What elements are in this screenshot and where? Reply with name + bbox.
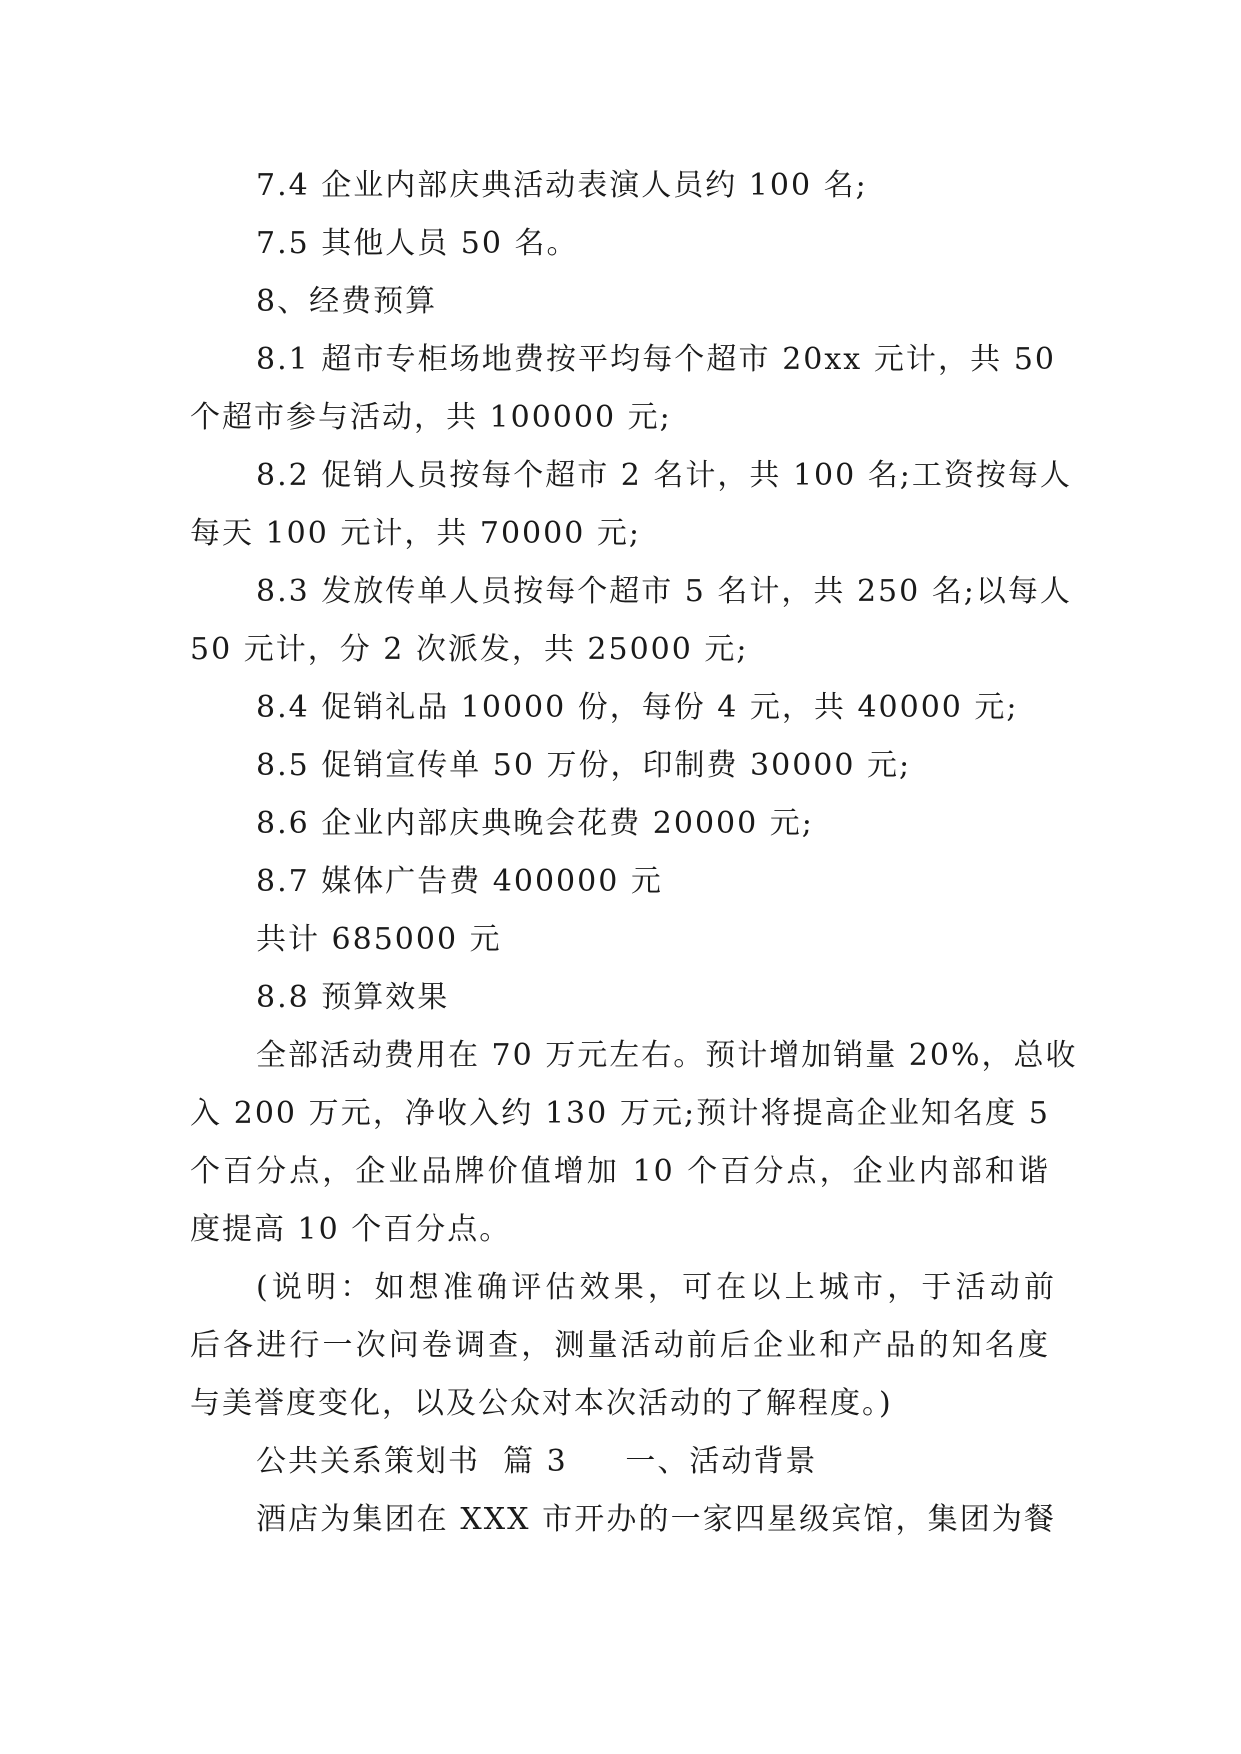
- text-line: 入 200 万元，净收入约 130 万元;预计将提高企业知名度 5: [190, 1096, 1050, 1131]
- section-heading: 8.8 预算效果: [256, 980, 450, 1015]
- text-line: 8.6 企业内部庆典晚会花费 20000 元;: [256, 806, 814, 841]
- note-line: 后各进行一次问卷调查，测量活动前后企业和产品的知名度: [190, 1328, 1050, 1363]
- text-line: 8.5 促销宣传单 50 万份，印制费 30000 元;: [256, 748, 912, 783]
- text-line: 每天 100 元计，共 70000 元;: [190, 516, 641, 551]
- text-line: 8.2 促销人员按每个超市 2 名计，共 100 名;工资按每人: [256, 458, 1072, 493]
- section-heading: 8、经费预算: [256, 284, 438, 319]
- text-line: 个超市参与活动，共 100000 元;: [190, 400, 672, 435]
- total-line: 共计 685000 元: [256, 922, 502, 957]
- text-line: 50 元计，分 2 次派发，共 25000 元;: [190, 632, 749, 667]
- text-line: 8.7 媒体广告费 400000 元: [256, 864, 663, 899]
- note-line: 与美誉度变化，以及公众对本次活动的了解程度。): [190, 1386, 893, 1421]
- text-line: 8.3 发放传单人员按每个超市 5 名计，共 250 名;以每人: [256, 574, 1072, 609]
- text-line: 8.4 促销礼品 10000 份，每份 4 元，共 40000 元;: [256, 690, 1019, 725]
- text-line: 个百分点，企业品牌价值增加 10 个百分点，企业内部和谐: [190, 1154, 1050, 1189]
- text-line: 7.5 其他人员 50 名。: [256, 226, 579, 261]
- text-line: 8.1 超市专柜场地费按平均每个超市 20xx 元计，共 50: [256, 342, 1056, 377]
- text-line: 酒店为集团在 XXX 市开办的一家四星级宾馆，集团为餐: [256, 1502, 1056, 1537]
- text-line: 度提高 10 个百分点。: [190, 1212, 512, 1247]
- chapter-heading: 公共关系策划书 篇 3 一、活动背景: [256, 1444, 818, 1479]
- text-line: 7.4 企业内部庆典活动表演人员约 100 名;: [256, 168, 868, 203]
- text-line: 全部活动费用在 70 万元左右。预计增加销量 20%，总收: [256, 1038, 1078, 1073]
- note-line: (说明：如想准确评估效果，可在以上城市，于活动前: [256, 1270, 1056, 1305]
